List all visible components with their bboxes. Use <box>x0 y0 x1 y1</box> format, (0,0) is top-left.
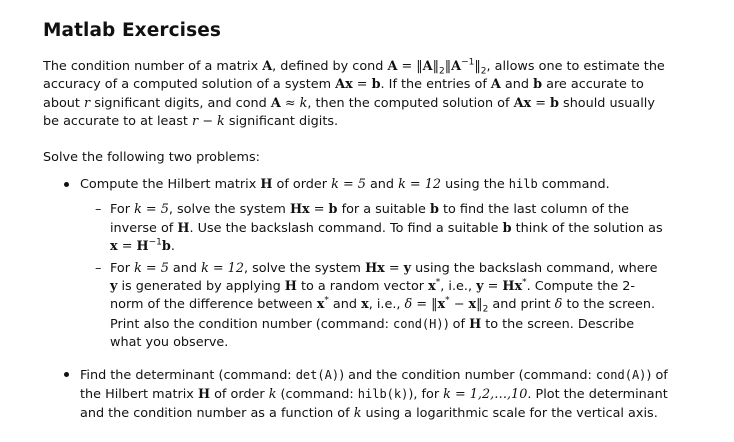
det-command: det(A) <box>295 367 340 382</box>
subproblem-item-1: – For k = 5, solve the system Hx = b for a suitable b to find the last column of the inverse of H. Use the backslash command. To find a suitable b think of the solution as $x = H^{-1}b$. <box>80 201 668 256</box>
hilb-k-command: hilb(k) <box>357 387 409 402</box>
hilb-command: hilb <box>508 177 538 192</box>
subproblem-list <box>80 201 668 352</box>
cond-a-command: cond(A) <box>595 367 647 382</box>
problem-item-2: Find the determinant (command: det(A)) and the condition number (command: cond(A)) of the Hilbert matrix H of order k (command: hilb(k)), for k = 1,2,…,10. Plot the determinant and the condition number as a function of k using a logarithmic scale for the vertical axis. <box>43 366 668 423</box>
intro-paragraph: The condition number of a matrix A, defined by cond $A = ‖A‖_2‖A^{-1}‖_2$, allows one to estimate the accuracy of a computed solution of a system Ax = b. If the entries of A and b are accurate to about r significant digits, and cond A ≈ k, then the computed solution of Ax = b should usually be accurate to at least r − k significant digits. <box>43 57 665 130</box>
problem-list <box>43 175 668 423</box>
cond-command: cond(H) <box>393 316 444 331</box>
page-title: Matlab Exercises <box>43 20 221 41</box>
problem-item-1: Compute the Hilbert matrix H of order k = 5 and k = 12 using the hilb command. – For k = 5, solve the system Hx = b for a suitable b to find the last column of the inverse of H. Use the backslash command. To find a suitable b think of the solution as $x = H^{-1}b$. – For k = 5 and k = 12, solve the system Hx = y using the backslash command, where y is generated by applying H to a random vector x*, i.e., y = Hx*. Compute the 2-norm of the difference between x* and x, i.e., δ = ‖x* − $x‖_2$ and print δ to the screen. Print also the condition number (command: cond(H)) of H to the screen. Describe what you observe. <box>43 175 668 353</box>
solve-instruction: Solve the following two problems: <box>43 149 260 165</box>
subproblem-item-2: – For k = 5 and k = 12, solve the system Hx = y using the backslash command, where y is generated by applying H to a random vector x*, i.e., y = Hx*. Compute the 2-norm of the difference between x* and x, i.e., δ = ‖x* − $x‖_2$ and print δ to the screen. Print also the condition number (command: cond(H)) of H to the screen. Describe what you observe. <box>80 260 668 353</box>
